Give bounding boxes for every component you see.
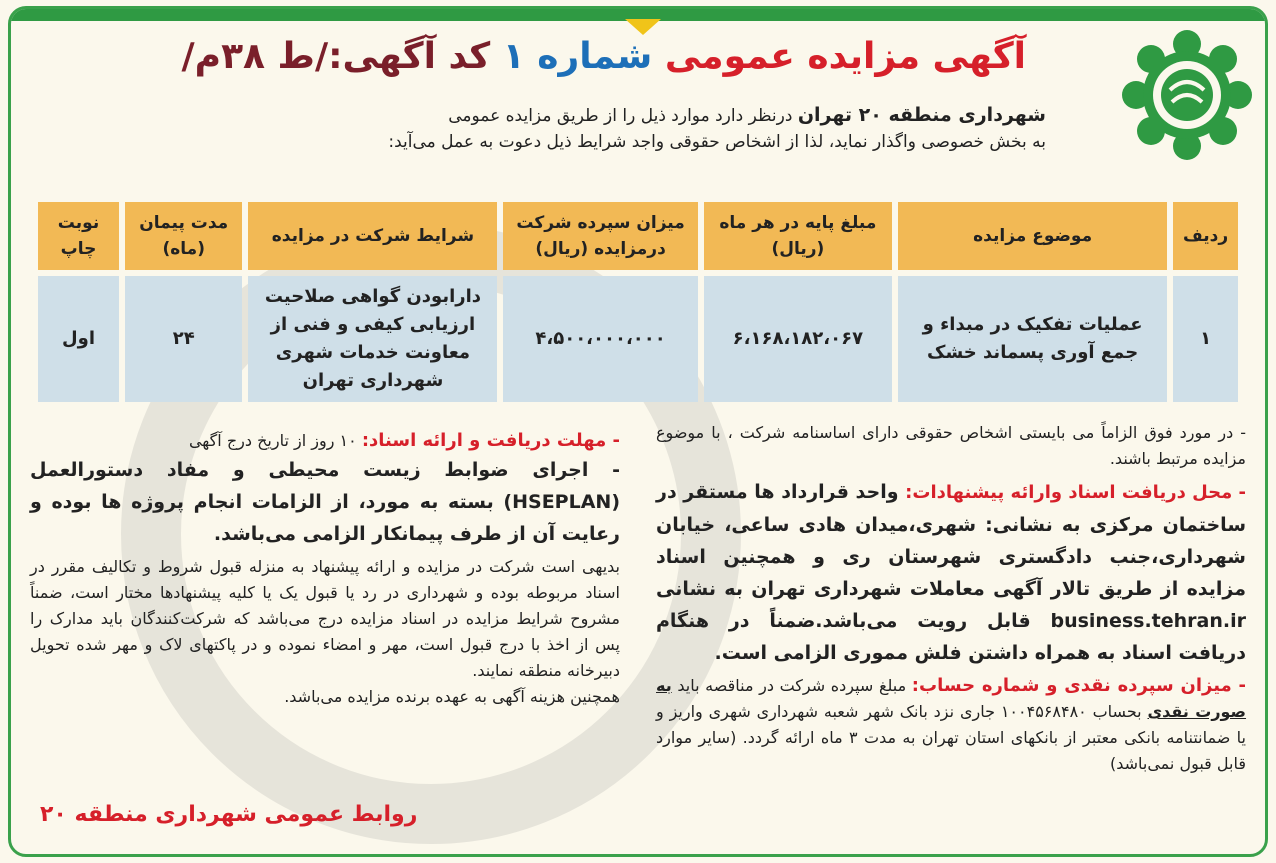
deposit-cash-underline: به صورت نقدی (656, 676, 1247, 721)
intro-text (226, 102, 1046, 155)
cell-duration: ۲۴ (125, 276, 242, 402)
table-row (38, 276, 1238, 402)
ad-cost-note: همچنین هزینه آگهی به عهده برنده مزایده می‌باشد. (284, 687, 620, 706)
ad-title (182, 36, 1026, 77)
documents-location-label: - محل دریافت اسناد وارائه پیشنهادات: (905, 482, 1246, 503)
hse-note: - اجرای ضوابط زیست محیطی و مفاد دستورالعمل (HSEPLAN) بسته به مورد، از الزامات انجام پروژه ها بوده و رعایت آن از طرف پیمانکار الزامی می‌باشد. (30, 459, 620, 545)
cell-base-price: ۶،۱۶۸،۱۸۲،۰۶۷ (704, 276, 892, 402)
top-arrow-icon (625, 19, 661, 35)
deadline-label: - مهلت دریافت و ارائه اسناد: (361, 430, 620, 451)
intro-line1: درنظر دارد موارد ذیل را از طریق مزایده عمومی (448, 106, 793, 126)
footer-public-relations: روابط عمومی شهرداری منطقه ۲۰ (40, 802, 418, 827)
header-deposit: میزان سپرده شرکت درمزایده (ریال) (503, 202, 697, 270)
title-code: کد آگهی:/ط ۳۸م/ (181, 36, 491, 77)
intro-org: شهرداری منطقه ۲۰ تهران (797, 104, 1046, 126)
deadline-text: ۱۰ روز از تاریخ درج آگهی (188, 431, 357, 450)
cell-conditions: دارابودن گواهی صلاحیت ارزیابی کیفی و فنی از معاونت خدمات شهری شهرداری تهران (248, 276, 497, 402)
title-number: شماره ۱ (502, 36, 653, 77)
deposit-account-label: - میزان سپرده نقدی و شماره حساب: (911, 675, 1246, 696)
intro-line2: به بخش خصوصی واگذار نماید، لذا از اشخاص حقوقی واجد شرایط ذیل دعوت به عمل می‌آید: (388, 132, 1046, 152)
deposit-account-text1: مبلغ سپرده شرکت در مناقصه باید (677, 676, 907, 695)
deadline (30, 428, 620, 454)
header-print-turn: نوبت چاپ (38, 202, 119, 270)
deposit-account (656, 673, 1246, 777)
deposit-account-text2: بحساب ۱۰۰۴۵۶۸۴۸۰ جاری نزد بانک شهر شعبه شهرداری شهری واریز و یا ضمانتنامه بانکی معتبر از بانکهای استان تهران به مدت ۳ ماه ارائه گردد. (سایر موارد قابل قبول نمی‌باشد) (656, 702, 1247, 773)
header-base-price: مبلغ پایه در هر ماه (ریال) (704, 202, 892, 270)
auction-table (32, 196, 1244, 408)
cell-subject: عملیات تفکیک در مبداء و جمع آوری پسماند خشک (898, 276, 1167, 402)
right-column (656, 420, 1246, 777)
left-column (30, 428, 620, 710)
cell-row-number: ۱ (1173, 276, 1238, 402)
documents-location (656, 476, 1246, 669)
header-duration: مدت پیمان (ماه) (125, 202, 242, 270)
cell-deposit: ۴،۵۰۰،۰۰۰،۰۰۰ (503, 276, 697, 402)
table-header-row (38, 202, 1238, 270)
cell-print-turn: اول (38, 276, 119, 402)
header-subject: موضوع مزایده (898, 202, 1167, 270)
documents-location-text: واحد قرارداد ها مستقر در ساختمان مرکزی به نشانی: شهری،میدان هادی ساعی، خیابان شهرداری،جنب دادگستری شهرستان ری و همچنین اسناد مزایده از طریق تالار آگهی معاملات شهرداری تهران به نشانی business.tehran.ir قابل رویت می‌باشد.ضمناً در هنگام دریافت اسناد به همراه داشتن فلش مموری الزامی است. (656, 481, 1246, 664)
tehran-municipality-logo-icon (1122, 30, 1252, 160)
header-row-number: ردیف (1173, 202, 1238, 270)
legal-entity-note: - در مورد فوق الزاماً می بایستی اشخاص حقوقی دارای اساسنامه شرکت ، با موضوع مزایده مرتبط باشند. (656, 423, 1246, 468)
general-terms: بدیهی است شرکت در مزایده و ارائه پیشنهاد به منزله قبول شروط و تکالیف مقرر در اسناد مربوطه بوده و شهرداری در رد یا قبول یک یا کلیه پیشنهادها مختار است، ضمناً مشروح شرایط مزایده در اسناد مزایده درج می‌باشد که شرکت‌کنندگان باید مدارک را پس از اخذ با درج قبول است، مهر و امضاء نموده و در پاکتهای لاک و مهر شده تحویل دبیرخانه منطقه نمایند. (30, 557, 620, 680)
title-main: آگهی مزایده عمومی (664, 36, 1026, 77)
header-conditions: شرایط شرکت در مزایده (248, 202, 497, 270)
